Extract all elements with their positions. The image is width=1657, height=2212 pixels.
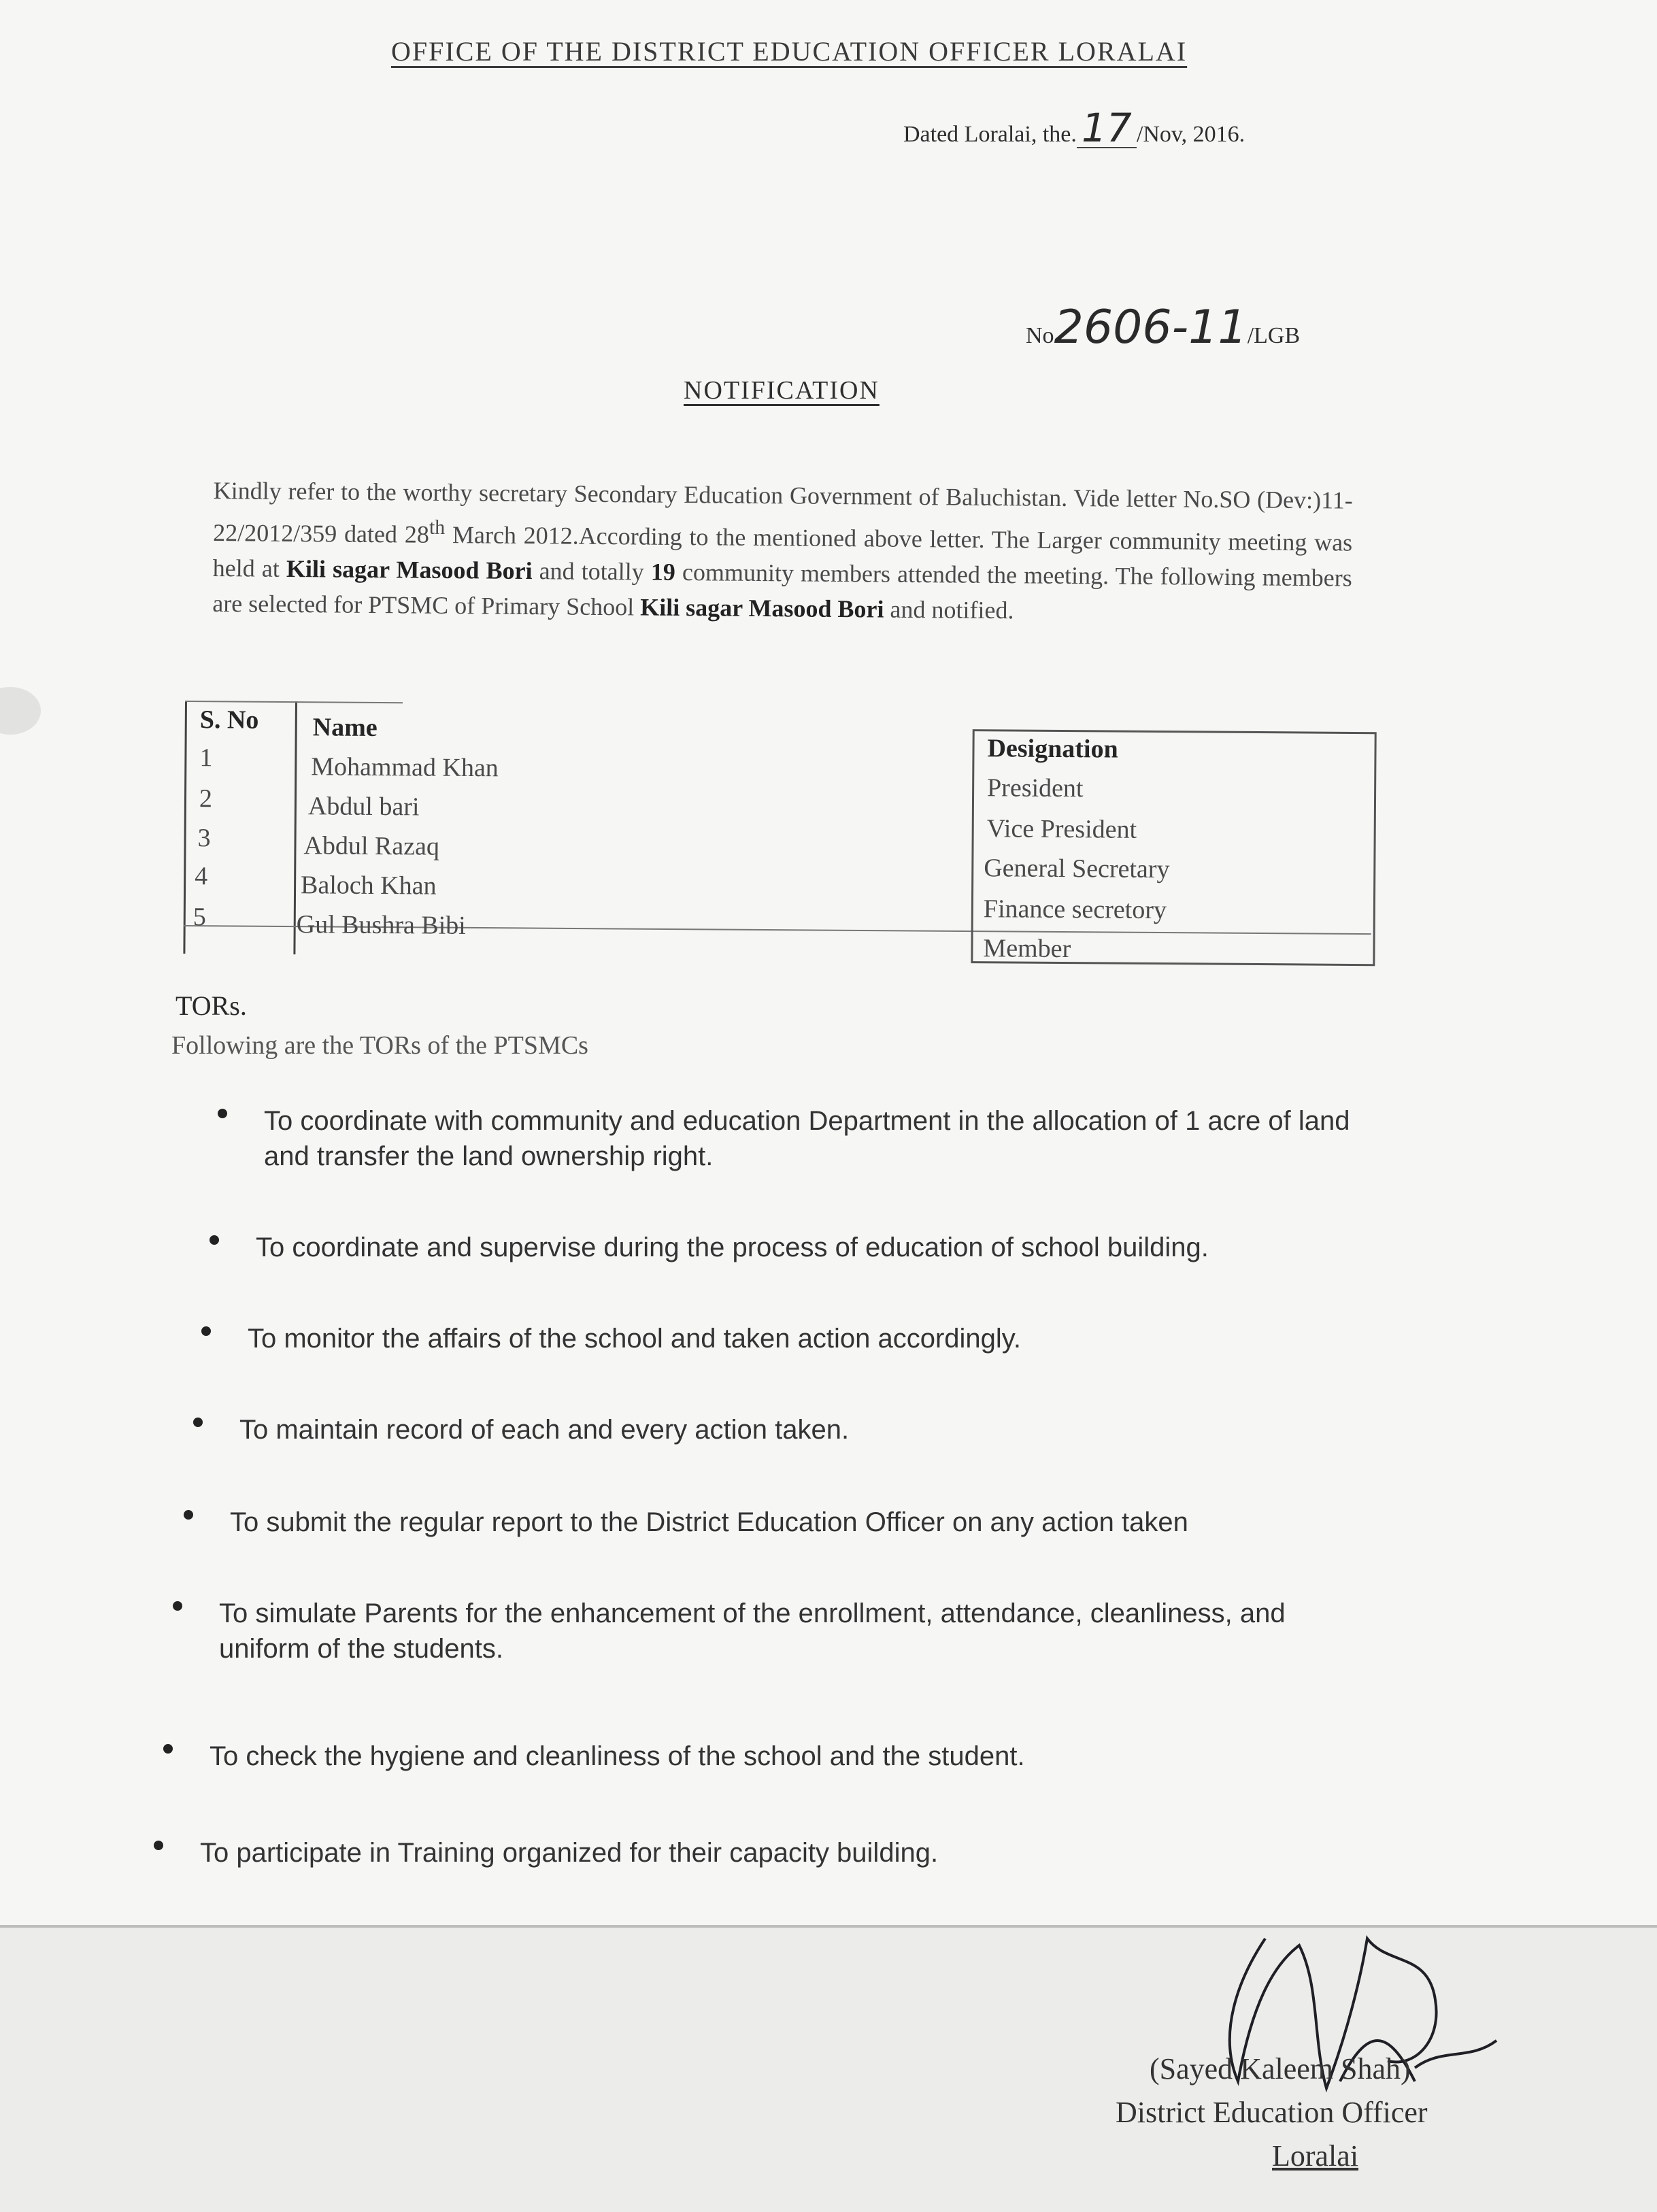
row-name: Baloch Khan [300, 871, 437, 901]
row-designation: Member [983, 934, 1071, 964]
dated-suffix: /Nov, 2016. [1136, 122, 1245, 147]
bullet-icon [210, 1235, 219, 1245]
bullet-icon [163, 1744, 173, 1754]
tor-item [248, 1321, 1363, 1356]
intro-paragraph [212, 473, 1353, 631]
intro-text-3: and totally [532, 557, 652, 586]
header-sno: S. No [199, 705, 259, 735]
row-name: Abdul Razaq [303, 831, 440, 861]
intro-text-1: Kindly refer to the worthy secretary Secondary Education Government of Baluchistan. Vide letter No.SO (Dev:)11-22/2012/359 dated 28 [213, 476, 1353, 548]
ref-suffix: /LGB [1247, 323, 1301, 348]
row-sno: 3 [197, 824, 211, 853]
school-place-name: Kili sagar Masood Bori [640, 593, 884, 623]
bullet-icon [201, 1326, 211, 1336]
row-name: Gul Bushra Bibi [296, 910, 466, 940]
header-name: Name [312, 713, 378, 742]
intro-superscript: th [429, 516, 446, 539]
tor-text: To coordinate with community and education Department in the allocation of 1 acre of land and transfer the land ownership right. [264, 1106, 1350, 1171]
tor-text: To simulate Parents for the enhancement of the enrollment, attendance, cleanliness, and uniform of the students. [219, 1598, 1286, 1664]
tor-text: To participate in Training organized for their capacity building. [200, 1838, 939, 1868]
table-border-left [183, 701, 187, 954]
tor-item [210, 1739, 1366, 1774]
tor-item [264, 1103, 1352, 1174]
notification-title: NOTIFICATION [684, 376, 880, 405]
tor-text: To submit the regular report to the District Education Officer on any action taken [230, 1507, 1188, 1537]
bullet-icon [173, 1601, 182, 1611]
intro-text-4: community members attended the meeting. The following members are selected for PTSMC of Primary School [212, 558, 1352, 621]
row-designation: Vice President [986, 814, 1137, 844]
tors-intro: Following are the TORs of the PTSMCs [171, 1031, 588, 1060]
office-header: OFFICE OF THE DISTRICT EDUCATION OFFICER LORALAI [391, 36, 1188, 67]
bullet-icon [193, 1418, 203, 1427]
row-designation: Finance secretory [983, 894, 1167, 925]
row-sno: 5 [193, 903, 206, 932]
bullet-icon [154, 1841, 163, 1850]
member-count: 19 [650, 558, 676, 586]
row-sno: 1 [199, 743, 213, 773]
row-name: Abdul bari [307, 792, 420, 822]
tor-text: To monitor the affairs of the school and taken action accordingly. [248, 1324, 1021, 1354]
row-sno: 4 [195, 862, 208, 891]
row-designation: General Secretary [984, 854, 1170, 884]
signatory-block [1116, 2047, 1537, 2178]
ref-number-handwritten: 2606-11 [1054, 301, 1248, 354]
punch-hole [0, 687, 41, 735]
place-name: Kili sagar Masood Bori [286, 554, 533, 585]
tor-item [230, 1505, 1373, 1540]
tor-item [256, 1230, 1371, 1265]
row-name: Mohammad Khan [311, 752, 499, 783]
tor-item [239, 1412, 1355, 1447]
bullet-icon [218, 1109, 227, 1118]
dated-prefix: Dated Loralai, the. [903, 122, 1077, 147]
reference-number [1026, 301, 1300, 354]
signatory-title: District Education Officer [1116, 2096, 1428, 2129]
dated-day-handwritten: 17 [1077, 109, 1137, 148]
tor-item [219, 1596, 1362, 1666]
intro-text-2: March 2012.According to the mentioned above letter. The Larger community meeting was held at [212, 520, 1353, 582]
signatory-name: (Sayed Kaleem Shah) [1150, 2052, 1411, 2085]
ref-prefix: No [1026, 323, 1054, 348]
tor-item [200, 1835, 1356, 1871]
intro-text-5: and notified. [884, 595, 1014, 624]
designation-box [971, 729, 1376, 966]
tor-text: To maintain record of each and every action taken. [239, 1415, 850, 1445]
header-designation: Designation [987, 734, 1118, 764]
table-top-rule [185, 701, 403, 703]
members-table [183, 701, 1374, 982]
dated-line [903, 105, 1245, 151]
tor-text: To coordinate and supervise during the process of education of school building. [256, 1233, 1209, 1262]
bullet-icon [184, 1510, 193, 1520]
row-designation: President [986, 773, 1084, 803]
tors-label: TORs. [175, 990, 247, 1021]
row-sno: 2 [199, 784, 213, 814]
signatory-place: Loralai [1272, 2139, 1359, 2173]
tor-text: To check the hygiene and cleanliness of the school and the student. [210, 1741, 1025, 1771]
